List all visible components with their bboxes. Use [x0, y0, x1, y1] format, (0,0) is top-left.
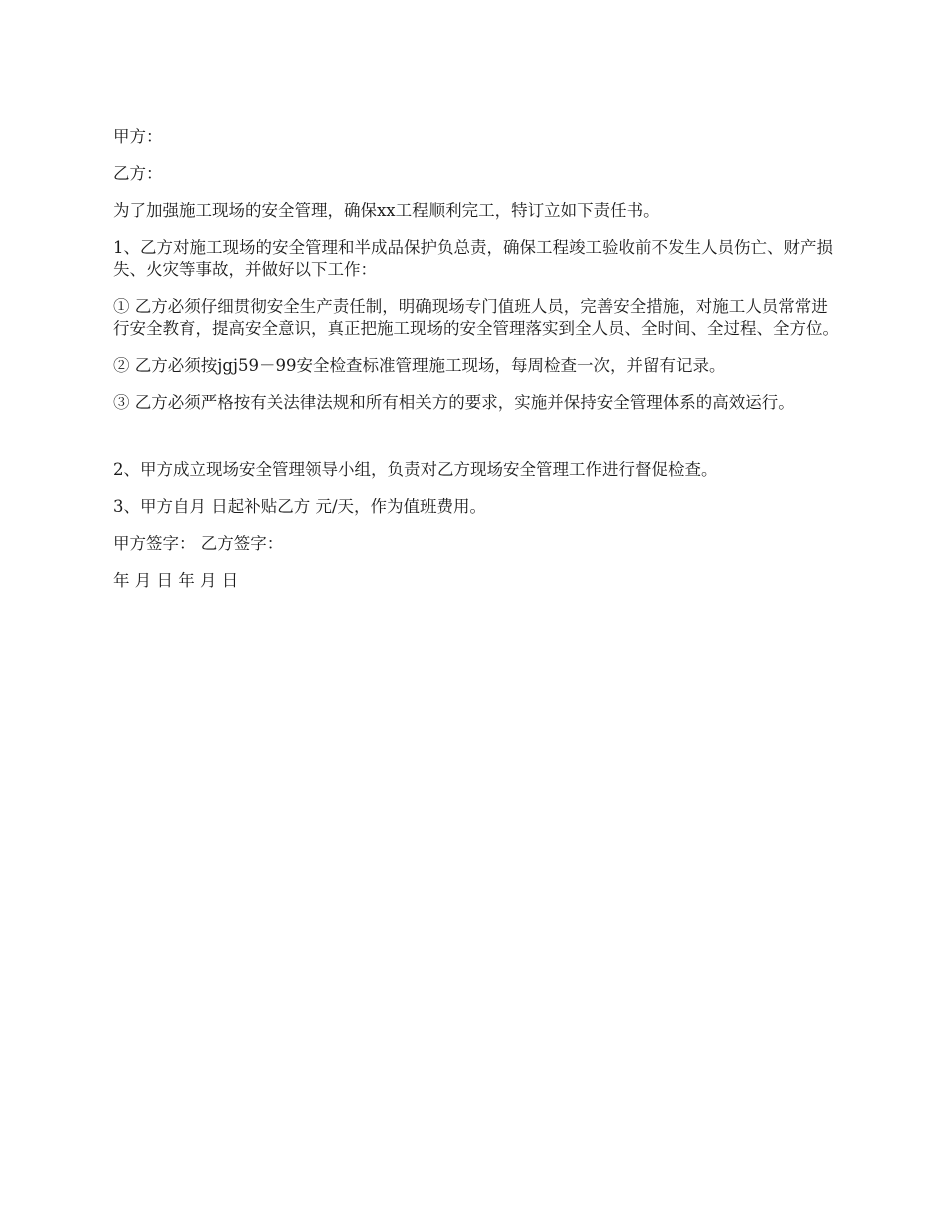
- party-a-line: 甲方：: [113, 127, 163, 146]
- clause-2: 2、甲方成立现场安全管理领导小组，负责对乙方现场安全管理工作进行督促检查。: [113, 460, 718, 479]
- clause-1-item-2: ② 乙方必须按jgj59－99安全检查标准管理施工现场，每周检查一次，并留有记录。: [113, 356, 726, 375]
- clause-3: 3、甲方自月 日起补贴乙方 元/天，作为值班费用。: [113, 497, 487, 516]
- signature-line: 甲方签字： 乙方签字：: [113, 534, 284, 553]
- clause-1-item-3: ③ 乙方必须严格按有关法律法规和所有相关方的要求，实施并保持安全管理体系的高效运行。: [113, 393, 795, 412]
- document-body: [113, 126, 840, 607]
- clause-1: 1、乙方对施工现场的安全管理和半成品保护负总责，确保工程竣工验收前不发生人员伤亡、财产损失、火灾等事故，并做好以下工作：: [113, 238, 833, 279]
- party-b-line: 乙方：: [113, 164, 163, 183]
- clause-1-item-1: ① 乙方必须仔细贯彻安全生产责任制，明确现场专门值班人员，完善安全措施，对施工人员常常进行安全教育，提高安全意识，真正把施工现场的安全管理落实到全人员、全时间、全过程、全方位。: [113, 297, 839, 338]
- intro-paragraph: 为了加强施工现场的安全管理，确保xx工程顺利完工，特订立如下责任书。: [113, 201, 660, 220]
- date-line: 年 月 日 年 月 日: [113, 571, 239, 590]
